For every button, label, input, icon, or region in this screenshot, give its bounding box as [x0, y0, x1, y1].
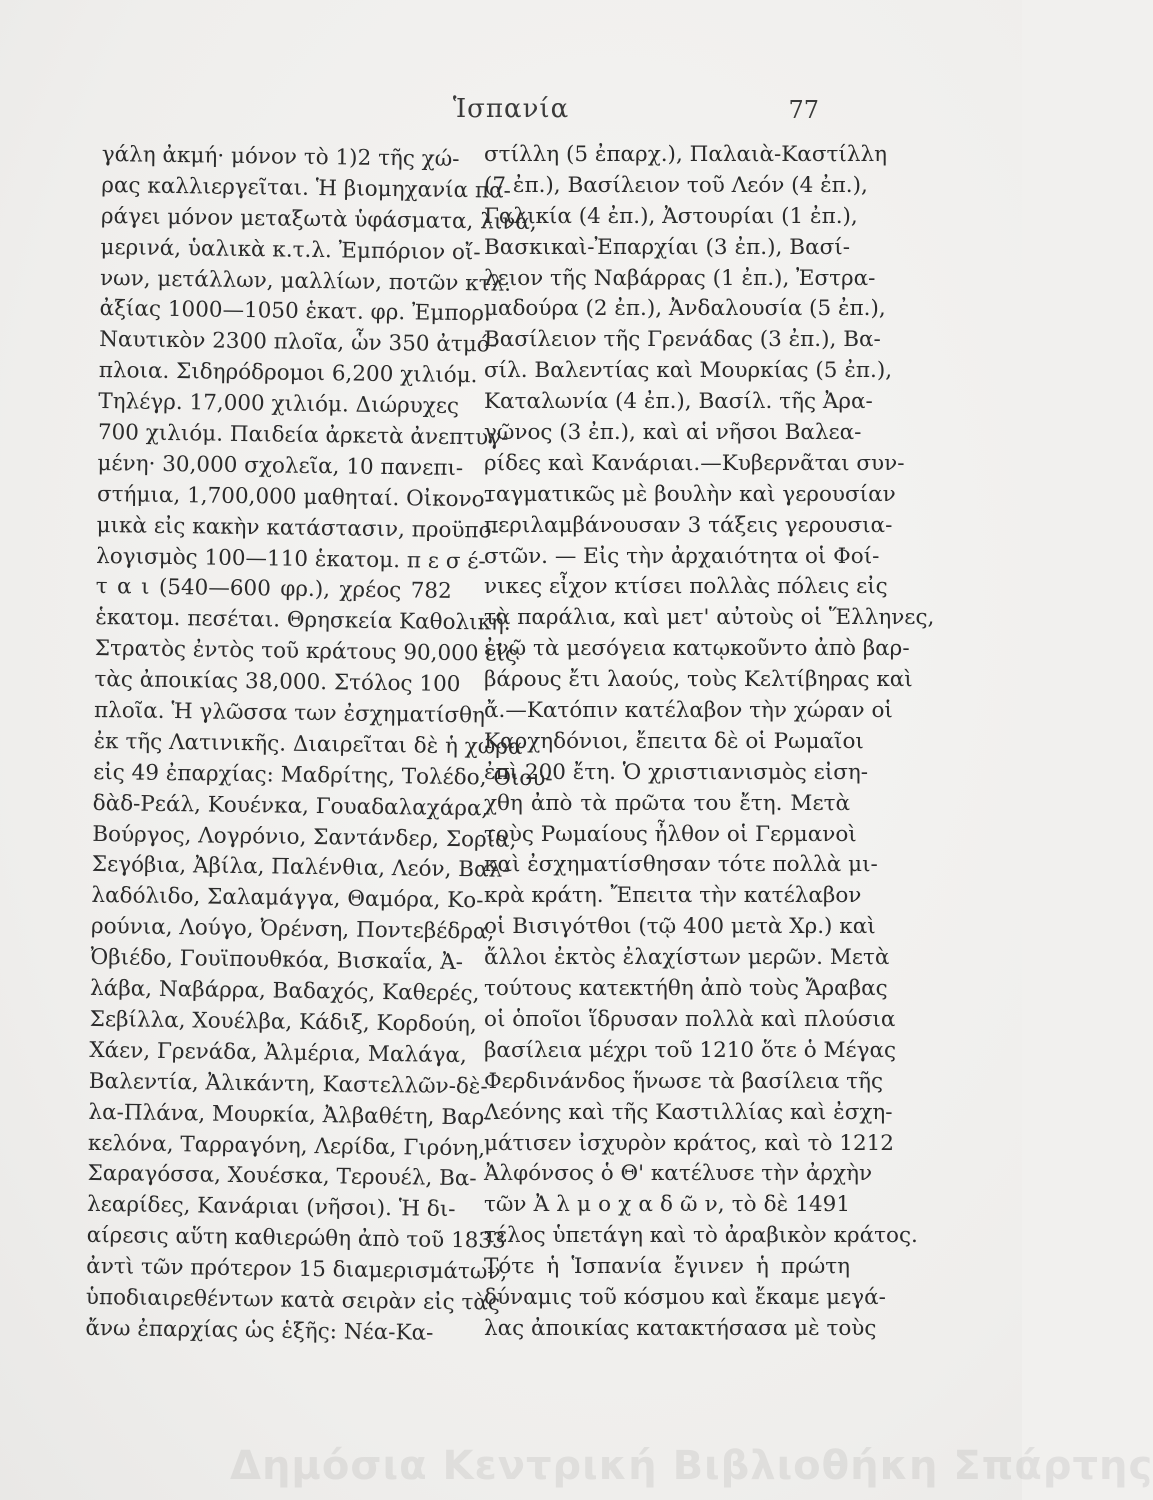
text-line: ἑκατομ. πεσέται. Θρησκεία Καθολική.: [95, 605, 511, 637]
library-watermark: Δημόσια Κεντρική Βιβλιοθήκη Σπάρτης: [230, 1443, 1153, 1489]
text-line: τὰ παράλια, καὶ μετ' αὐτοὺς οἱ Ἕλληνες,: [484, 605, 935, 631]
text-line: στῶν. — Εἰς τὴν ἀρχαιότητα οἱ Φοί-: [484, 543, 880, 569]
text-line: γάλη ἀκμή· μόνον τὸ 1)2 τῆς χώ-: [101, 141, 460, 172]
text-line: μερινά, ὑαλικὰ κ.τ.λ. Ἐμπόριον οἴ-: [100, 234, 481, 265]
text-line: Σεβίλλα, Χουέλβα, Κάδιξ, Κορδούη,: [89, 1006, 477, 1038]
text-line: κελόνα, Ταρραγόνη, Λερίδα, Γιρόνη,: [87, 1130, 486, 1161]
text-line: λα-Πλάνα, Μουρκία, Ἀλβαθέτη, Βαρ-: [88, 1099, 492, 1131]
text-line: λαδόλιδο, Σαλαμάγγα, Θαμόρα, Κο-: [91, 883, 484, 914]
text-line: δύναμις τοῦ κόσμου καὶ ἔκαμε μεγά-: [484, 1284, 886, 1310]
text-line: Τότε ἡ Ἱσπανία ἔγινεν ἡ πρώτη: [484, 1254, 850, 1280]
text-line: Βασίλειον τῆς Γρενάδας (3 ἐπ.), Βα-: [484, 327, 881, 353]
text-line: τέλος ὑπετάγη καὶ τὸ ἀραβικὸν κράτος.: [484, 1223, 918, 1249]
text-line: Λεόνης καὶ τῆς Καστιλλίας καὶ ἐσχη-: [484, 1099, 893, 1125]
text-line: Φερδινάνδος ἥνωσε τὰ βασίλεια τῆς: [484, 1068, 883, 1094]
text-line: γῶνος (3 ἐπ.), καὶ αἱ νῆσοι Βαλεα-: [484, 420, 862, 446]
text-line: Καταλωνία (4 ἐπ.), Βασίλ. τῆς Ἀρα-: [484, 389, 873, 415]
text-line: νων, μετάλλων, μαλλίων, ποτῶν κτλ.: [99, 265, 512, 297]
text-line: τούτους κατεκτήθη ἀπὸ τοὺς Ἄραβας: [484, 976, 888, 1002]
text-line: ρας καλλιεργεῖται. Ἡ βιομηχανία πα-: [101, 172, 512, 204]
text-line: τοὺς Ρωμαίους ἦλθον οἱ Γερμανοὶ: [484, 821, 857, 847]
text-line: Βούργος, Λογρόνιο, Σαντάνδερ, Σορία,: [92, 821, 517, 853]
text-line: ἐκ τῆς Λατινικῆς. Διαιρεῖται δὲ ἡ χώρα: [93, 728, 523, 760]
text-line: ρούνια, Λούγο, Ὀρένση, Ποντεβέδρα,: [90, 914, 495, 945]
text-line: ἀντὶ τῶν πρότερον 15 διαμερισμάτων,: [86, 1253, 508, 1285]
right-text-column: [484, 140, 935, 1345]
text-line: Ἀλφόνσος ὁ Θ' κατέλυσε τὴν ἀρχὴν: [484, 1161, 873, 1187]
text-line: ταγματικῶς μὲ βουλὴν καὶ γερουσίαν: [484, 481, 896, 507]
text-line: Καρχηδόνιοι, ἔπειτα δὲ οἱ Ρωμαῖοι: [484, 728, 864, 754]
text-line: Ναυτικὸν 2300 πλοῖα, ὧν 350 ἀτμό-: [99, 327, 498, 358]
text-line: λάβα, Ναβάρρα, Βαδαχός, Καθερές,: [89, 975, 480, 1007]
text-line: πλοια. Σιδηρόδρομοι 6,200 χιλιόμ.: [98, 358, 478, 389]
text-line: Χάεν, Γρενάδα, Ἀλμέρια, Μαλάγα,: [89, 1037, 467, 1069]
text-line: ὑποδιαιρεθέντων κατὰ σειρὰν εἰς τὰς: [85, 1284, 501, 1316]
text-line: περιλαμβάνουσαν 3 τάξεις γερουσια-: [484, 512, 893, 538]
text-line: ἐνῷ τὰ μεσόγεια κατῳκοῦντο ἀπὸ βαρ-: [484, 636, 910, 662]
text-line: δὰδ-Ρεάλ, Κουένκα, Γουαδαλαχάρα,: [92, 790, 489, 822]
text-line: τὰς ἀποικίας 38,000. Στόλος 100: [94, 667, 461, 698]
text-line: λειον τῆς Ναβάρρας (1 ἐπ.), Ἐστρα-: [484, 265, 876, 291]
text-line: Σεγόβια, Ἀβίλα, Παλένθια, Λεόν, Βαλ-: [91, 852, 510, 884]
text-line: νικες εἶχον κτίσει πολλὰς πόλεις εἰς: [484, 574, 888, 600]
text-line: Ὀβιέδο, Γουϊπουθκόα, Βισκαΐα, Ἀ-: [90, 945, 464, 976]
text-line: οἱ Βισιγότθοι (τῷ 400 μετὰ Χρ.) καὶ: [484, 914, 876, 940]
text-line: μάτισεν ἰσχυρὸν κράτος, καὶ τὸ 1212: [484, 1130, 894, 1156]
text-line: ἄνω ἐπαρχίας ὡς ἑξῆς: Νέα-Κα-: [85, 1315, 434, 1346]
text-line: εἰς 49 ἐπαρχίας: Μαδρίτης, Τολέδο, Θιου-: [92, 759, 553, 792]
text-line: πλοῖα. Ἡ γλῶσσα των ἐσχηματίσθη: [93, 697, 486, 729]
text-line: Βαλεντία, Ἀλικάντη, Καστελλῶν-δὲ-: [88, 1068, 488, 1100]
text-line: λας ἀποικίας κατακτήσασα μὲ τοὺς: [484, 1315, 877, 1341]
text-line: ἐπὶ 200 ἔτη. Ὁ χριστιανισμὸς εἰση-: [484, 759, 869, 785]
left-text-column: [85, 140, 553, 1350]
page-number: 77: [788, 96, 819, 124]
text-line: λογισμὸς 100—110 ἑκατομ. π ε σ έ-: [96, 543, 486, 574]
text-line: Σαραγόσσα, Χουέσκα, Τερουέλ, Βα-: [87, 1161, 477, 1192]
text-line: (7 ἐπ.), Βασίλειον τοῦ Λεόν (4 ἐπ.),: [484, 172, 868, 198]
text-line: στήμια, 1,700,000 μαθηταί. Οἰκονο-: [96, 481, 493, 513]
text-line: καὶ ἐσχηματίσθησαν τότε πολλὰ μι-: [484, 852, 878, 878]
text-line: Τηλέγρ. 17,000 χιλιόμ. Διώρυχες: [98, 389, 460, 420]
text-line: Βασκικαὶ-Ἐπαρχίαι (3 ἐπ.), Βασί-: [484, 234, 850, 260]
text-line: οἱ ὁποῖοι ἵδρυσαν πολλὰ καὶ πλούσια: [484, 1006, 896, 1032]
text-line: μαδούρα (2 ἐπ.), Ἀνδαλουσία (5 ἐπ.),: [484, 296, 886, 322]
text-line: ἄ.—Κατόπιν κατέλαβον τὴν χώραν οἱ: [484, 698, 893, 724]
text-line: σίλ. Βαλεντίας καὶ Μουρκίας (5 ἐπ.),: [484, 358, 893, 384]
text-line: βασίλεια μέχρι τοῦ 1210 ὅτε ὁ Μέγας: [484, 1037, 897, 1063]
text-line: ράγει μόνον μεταξωτὰ ὑφάσματα, λινά,: [100, 203, 537, 235]
page-title: Ἱσπανία: [452, 94, 570, 124]
text-line: ἀξίας 1000—1050 ἑκατ. φρ. Ἐμπορ.: [99, 296, 492, 327]
text-line: ἄλλοι ἐκτὸς ἐλαχίστων μερῶν. Μετὰ: [484, 945, 890, 971]
text-line: αίρεσις αὕτη καθιερώθη ἀπὸ τοῦ 1833: [86, 1223, 506, 1254]
text-line: 700 χιλιόμ. Παιδεία ἀρκετὰ ἀνεπτυγ-: [97, 419, 509, 451]
text-line: χθη ἀπὸ τὰ πρῶτα του ἔτη. Μετὰ: [484, 790, 850, 816]
text-line: Γαλικία (4 ἐπ.), Ἀστουρίαι (1 ἐπ.),: [484, 203, 858, 229]
text-line: στίλλη (5 ἐπαρχ.), Παλαιὰ-Καστίλλη: [484, 142, 887, 167]
text-line: λεαρίδες, Κανάριαι (νῆσοι). Ἡ δι-: [86, 1192, 456, 1223]
text-line: τῶν Ἀ λ μ ο χ α δ ῶ ν, τὸ δὲ 1491: [484, 1192, 850, 1218]
text-line: βάρους ἔτι λαούς, τοὺς Κελτίβηρας καὶ: [484, 667, 913, 693]
text-line: μικὰ εἰς κακὴν κατάστασιν, προϋπο-: [96, 512, 500, 544]
text-line: ρίδες καὶ Κανάριαι.—Κυβερνᾶται συν-: [484, 450, 905, 476]
text-line: μένη· 30,000 σχολεῖα, 10 πανεπι-: [97, 450, 464, 481]
text-line: τ α ι (540—600 φρ.), χρέος 782: [95, 574, 452, 605]
text-line: Στρατὸς ἐντὸς τοῦ κράτους 90,000 εἰς: [94, 636, 518, 668]
text-line: κρὰ κράτη. Ἔπειτα τὴν κατέλαβον: [484, 883, 862, 909]
